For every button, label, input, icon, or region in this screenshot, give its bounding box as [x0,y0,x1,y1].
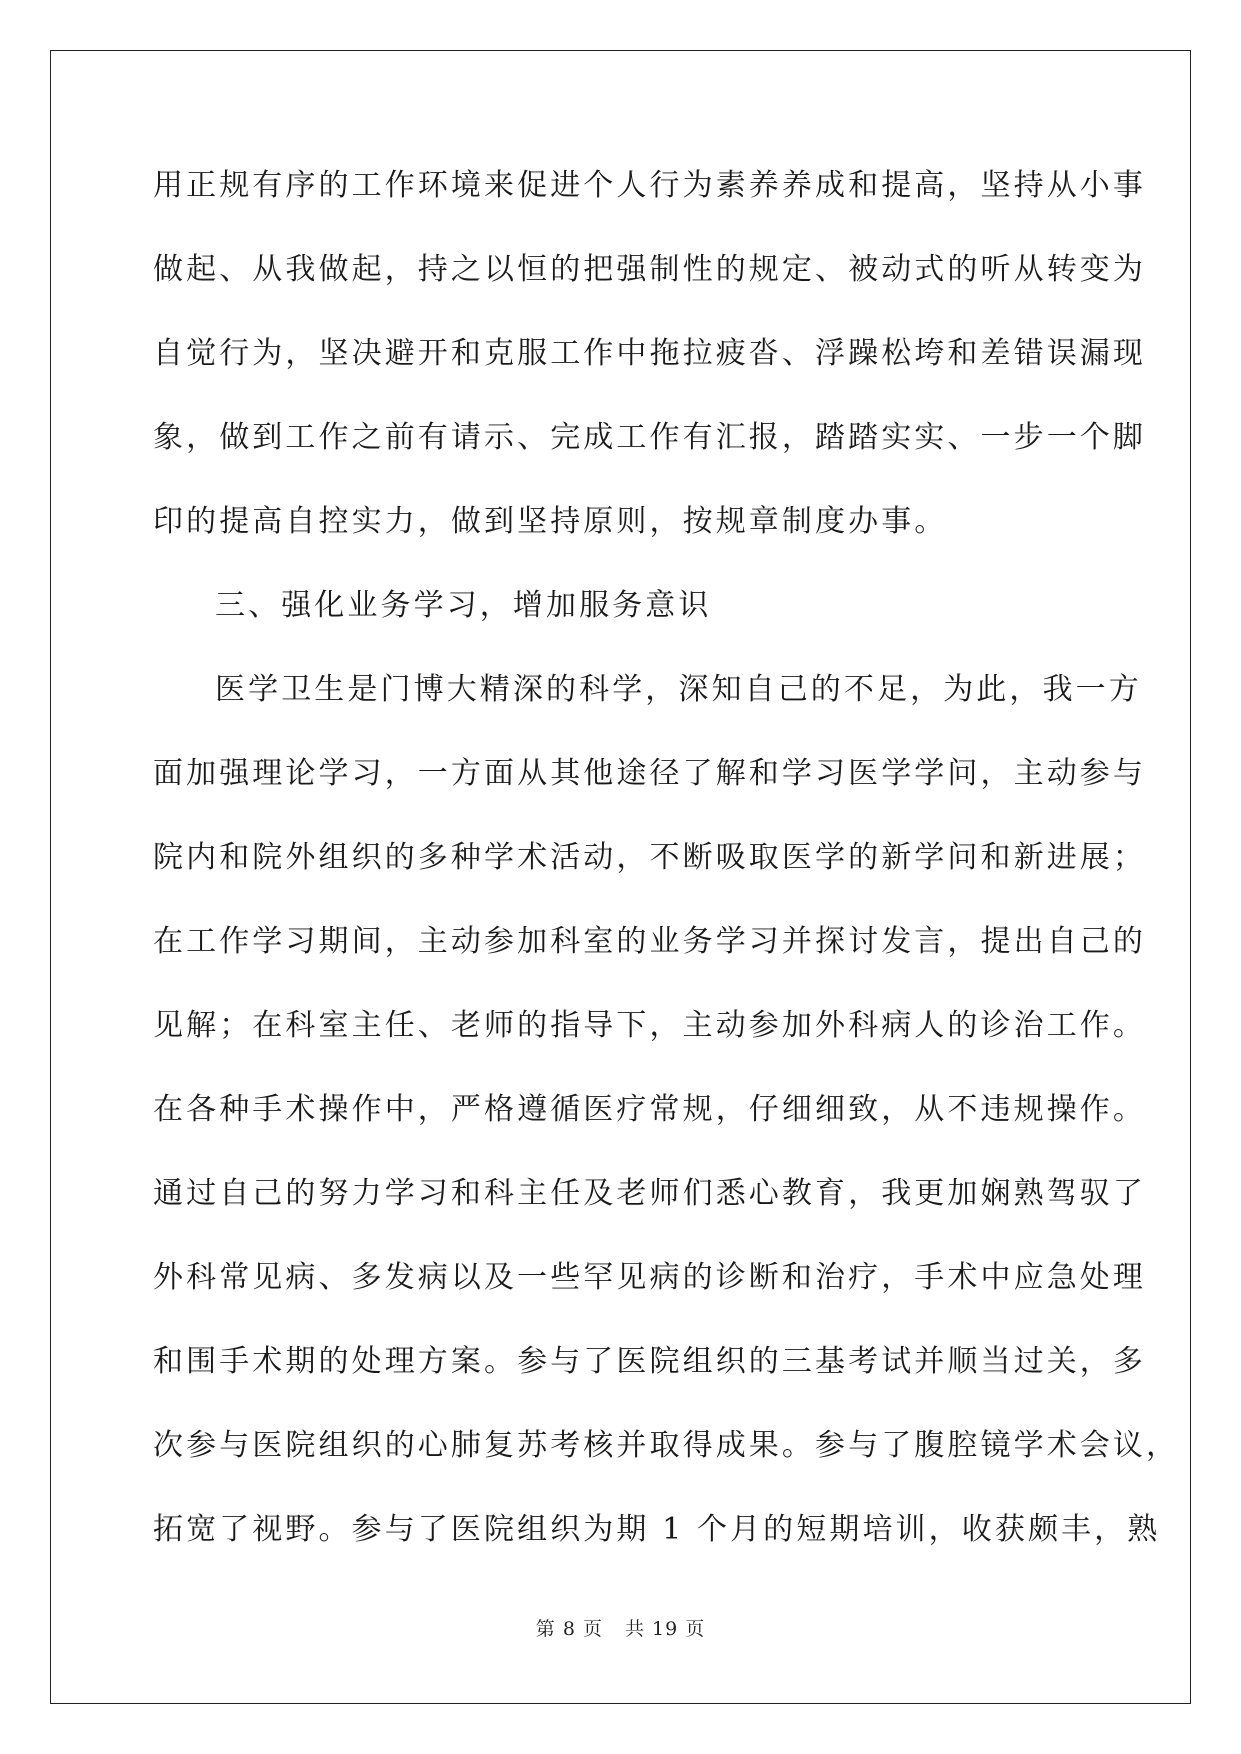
total-page-count: 共 19 页 [624,1618,706,1640]
text-line: 见解；在科室主任、老师的指导下，主动参加外科病人的诊治工作。 [153,1008,1146,1043]
text-line: 面加强理论学习，一方面从其他途径了解和学习医学学问，主动参与 [153,756,1146,791]
section-heading: 三、强化业务学习，增加服务意识 [215,588,712,623]
text-line: 医学卫生是门博大精深的科学，深知自己的不足，为此，我一方 [215,672,1142,707]
document-body [153,160,1180,1588]
text-line: 用正规有序的工作环境来促进个人行为素养养成和提高，坚持从小事 [153,168,1146,203]
text-line: 拓宽了视野。参与了医院组织为期 1 个月的短期培训，收获颇丰，熟 [153,1512,1161,1547]
page-footer [0,1614,1241,1641]
text-line: 印的提高自控实力，做到坚持原则，按规章制度办事。 [153,504,948,539]
text-line: 自觉行为，坚决避开和克服工作中拖拉疲沓、浮躁松垮和差错误漏现 [153,336,1146,371]
text-line: 和围手术期的处理方案。参与了医院组织的三基考试并顺当过关，多 [153,1344,1146,1379]
text-line: 在各种手术操作中，严格遵循医疗常规，仔细细致，从不违规操作。 [153,1092,1146,1127]
current-page-number: 第 8 页 [535,1618,603,1640]
text-line: 通过自己的努力学习和科主任及老师们悉心教育，我更加娴熟驾驭了 [153,1176,1146,1211]
text-line: 象，做到工作之前有请示、完成工作有汇报，踏踏实实、一步一个脚 [153,420,1146,455]
text-line: 次参与医院组织的心肺复苏考核并取得成果。参与了腹腔镜学术会议， [153,1428,1180,1463]
text-line: 院内和院外组织的多种学术活动，不断吸取医学的新学问和新进展； [153,840,1146,875]
text-line: 做起、从我做起，持之以恒的把强制性的规定、被动式的听从转变为 [153,252,1146,287]
text-line: 外科常见病、多发病以及一些罕见病的诊断和治疗，手术中应急处理 [153,1260,1146,1295]
text-line: 在工作学习期间，主动参加科室的业务学习并探讨发言，提出自己的 [153,924,1146,959]
